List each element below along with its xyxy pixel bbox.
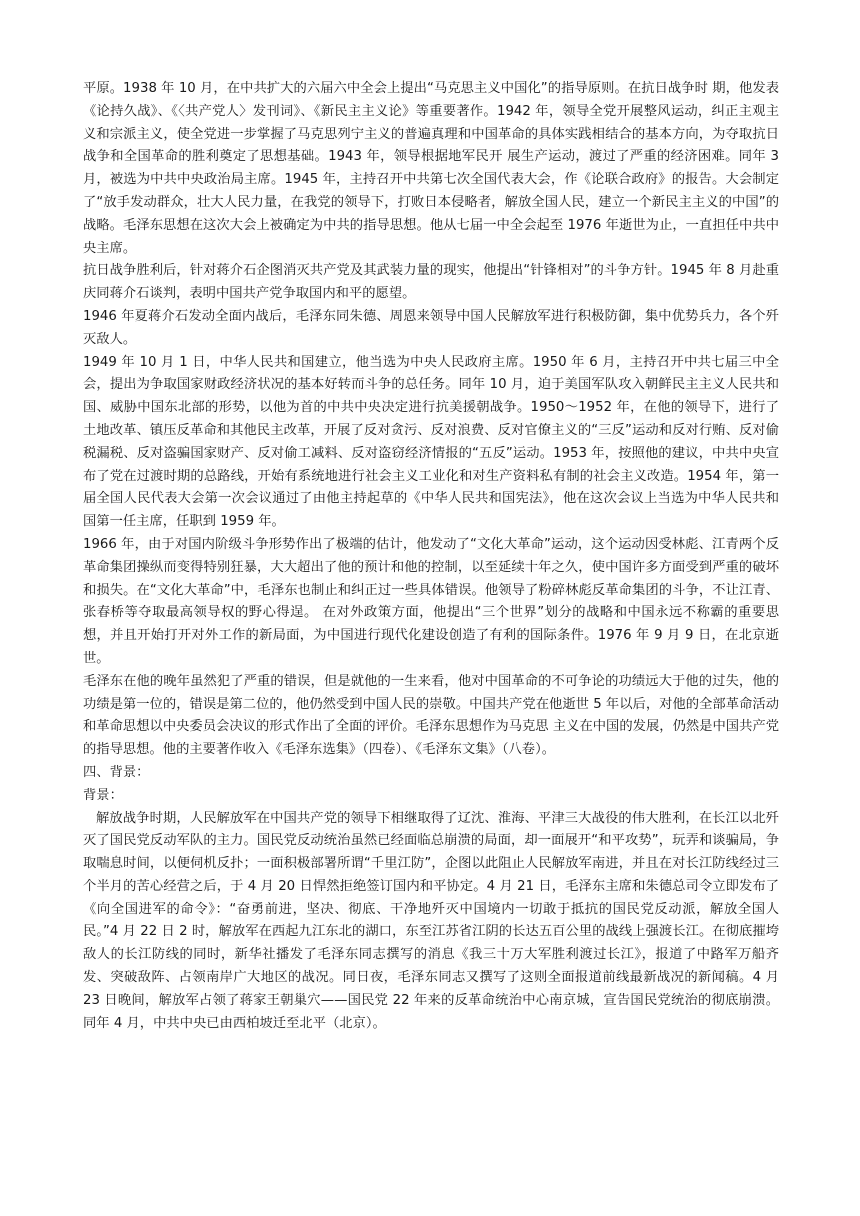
paragraph-civil-war: 1946 年夏蒋介石发动全面内战后，毛泽东同朱德、周恩来领导中国人民解放军进行积极防御，集中优势兵力，各个歼灭敌人。	[83, 308, 779, 347]
document-page	[83, 78, 779, 1035]
paragraph-cultural-revolution: 1966 年，由于对国内阶级斗争形势作出了极端的估计，他发动了“文化大革命”运动，这个运动因受林彪、江青两个反革命集团操纵而变得特别狂暴，大大超出了他的预计和他的控制，以至延续十年之久，使中国许多方面受到严重的破坏和损失。在“文化大革命”中，毛泽东也制止和纠正过一些具体错误。他领导了粉碎林彪反革命集团的斗争，不让江青、张春桥等夺取最高领导权的野心得逞。 在对外政策方面，他提出“三个世界”划分的战略和中国永远不称霸的重要思想，并且开始打开对外工作的新局面，为中国进行现代化建设创造了有利的国际条件。1976 年 9 月 9 日，在北京逝世。	[83, 536, 779, 666]
section-heading: 四、背景：	[83, 764, 150, 780]
paragraph-biography-1940s: 平原。1938 年 10 月，在中共扩大的六届六中全会上提出“马克思主义中国化”的指导原则。在抗日战争时 期，他发表《论持久战》、《〈共产党人〉发刊词》、《新民主主义论》等重要著作。1942 年，领导全党开展整风运动，纠正主观主义和宗派主义，使全党进一步掌握了马克思列宁主义的普遍真理和中国革命的具体实践相结合的基本方向，为夺取抗日战争和全国革命的胜利奠定了思想基础。1943 年，领导根据地军民开 展生产运动，渡过了严重的经济困难。同年 3 月，被选为中共中央政治局主席。1945 年，主持召开中共第七次全国代表大会，作《论联合政府》的报告。大会制定了“放手发动群众，壮大人民力量，在我党的领导下，打败日本侵略者，解放全国人民，建立一个新民主主义的中国”的战略。毛泽东思想在这次大会上被确定为中共的指导思想。他从七届一中全会起至 1976 年逝世为止，一直担任中共中央主席。	[83, 81, 779, 256]
paragraph-background: 解放战争时期，人民解放军在中国共产党的领导下相继取得了辽沈、淮海、平津三大战役的伟大胜利，在长江以北歼灭了国民党反动军队的主力。国民党反动统治虽然已经面临总崩溃的局面，却一面展开“和平攻势”，玩弄和谈骗局，争取喘息时间，以便伺机反扑；一面积极部署所谓“千里江防”，企图以此阻止人民解放军南进，并且在对长江防线经过三个半月的苦心经营之后，于 4 月 20 日悍然拒绝签订国内和平协定。4 月 21 日，毛泽东主席和朱德总司令立即发布了《向全国进军的命令》：“奋勇前进，坚决、彻底、干净地歼灭中国境内一切敢于抵抗的国民党反动派，解放全国人民。”4 月 22 日 2 时，解放军在西起九江东北的湖口，东至江苏省江阴的长达五百公里的战线上强渡长江。在彻底摧垮敌人的长江防线的同时，新华社播发了毛泽东同志撰写的消息《我三十万大军胜利渡过长江》，报道了中路军万船齐发、突破敌阵、占领南岸广大地区的战况。同日夜，毛泽东同志又撰写了这则全面报道前线最新战况的新闻稿。4 月 23 日晚间，解放军占领了蒋家王朝巢穴——国民党 22 年来的反革命统治中心南京城，宣告国民党统治的彻底崩溃。同年 4 月，中共中央已由西柏坡迁至北平（北京）。	[83, 810, 779, 1031]
paragraph-prc-founding: 1949 年 10 月 1 日，中华人民共和国建立，他当选为中央人民政府主席。1950 年 6 月，主持召开中共七届三中全会，提出为争取国家财政经济状况的基本好转而斗争的总任务。同年 10 月，迫于美国军队攻入朝鲜民主主义人民共和国、威胁中国东北部的形势，以他为首的中共中央决定进行抗美援朝战争。1950～1952 年，在他的领导下，进行了土地改革、镇压反革命和其他民主改革，开展了反对贪污、反对浪费、反对官僚主义的“三反”运动和反对行贿、反对偷税漏税、反对盗骗国家财产、反对偷工减料、反对盗窃经济情报的“五反”运动。1953 年，按照他的建议，中共中央宣布了党在过渡时期的总路线，开始有系统地进行社会主义工业化和对生产资料私有制的社会主义改造。1954 年，第一届全国人民代表大会第一次会议通过了由他主持起草的《中华人民共和国宪法》，他在这次会议上当选为中华人民共和国第一任主席，任职到 1959 年。	[83, 354, 779, 530]
background-label: 背景：	[83, 787, 123, 803]
paragraph-postwar-strategy: 抗日战争胜利后，针对蒋介石企图消灭共产党及其武装力量的现实，他提出“针锋相对”的斗争方针。1945 年 8 月赴重庆同蒋介石谈判，表明中国共产党争取国内和平的愿望。	[83, 263, 779, 302]
paragraph-evaluation: 毛泽东在他的晚年虽然犯了严重的错误，但是就他的一生来看，他对中国革命的不可争论的功绩远大于他的过失，他的功绩是第一位的，错误是第二位的，他仍然受到中国人民的崇敬。中国共产党在他逝世 5 年以后，对他的全部革命活动和革命思想以中央委员会决议的形式作出了全面的评价。毛泽东思想作为马克思 主义在中国的发展，仍然是中国共产党的指导思想。他的主要著作收入《毛泽东选集》（四卷）、《毛泽东文集》（八卷）。	[83, 673, 779, 758]
